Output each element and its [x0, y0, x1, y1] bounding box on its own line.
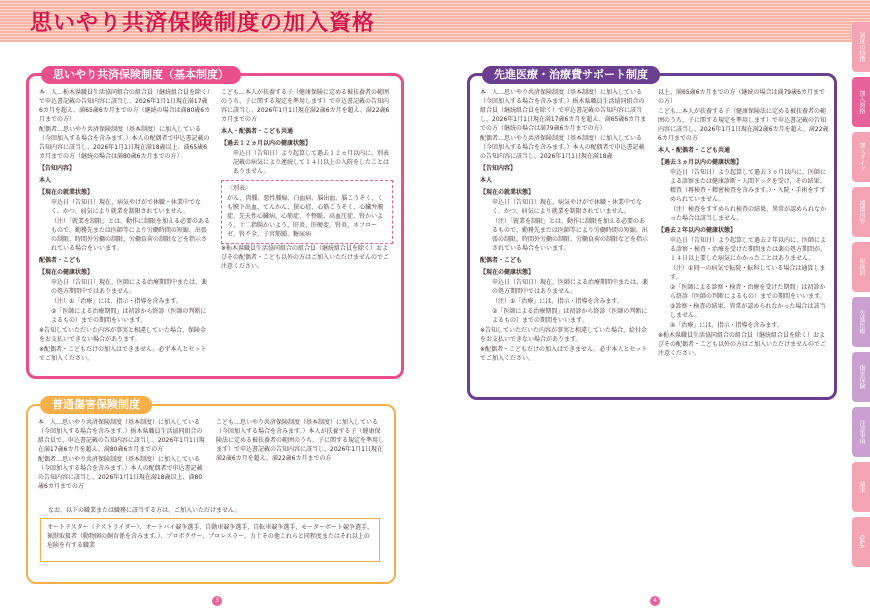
side-tab[interactable]: 制度の特徴: [852, 22, 870, 72]
basic-plan-label: 思いやり共済保険制度（基本制度）: [41, 66, 241, 84]
text-line: 【過去２年以内の健康状態】: [658, 227, 737, 234]
text-line: こども…思いやり共済保険制度（基本制度）に加入している（今回加入する場合を含みます。）本人が扶養する子（健康保険法に定める被扶養者の範囲のうち、子に関する規定を準用します）で申込書記載の告知内容に該当し、2026年1月1日現在満2歳6カ月を超え、満22歳6カ月までの方: [216, 419, 385, 462]
text-line: 本人・配偶者・こども共通: [658, 147, 731, 154]
text-line: 申込日（告知日）より起算して過去３ヵ月以内に、医師による診察または健康診断・人間ドックを受け、その結果、精査（再検査・精密検査を含みます。）・入院・手術をすすめられていません。: [670, 169, 827, 203]
accident-plan-label: 普通傷害保険制度: [40, 396, 152, 414]
text-line: 申込日（告知日）現在、病気やけがで休職・休業中でなく、かつ、病気により就業を制限されていません。: [51, 199, 202, 215]
basic-plan-left-column: [39, 88, 211, 364]
side-tab[interactable]: 保険料: [852, 242, 870, 292]
disease-table-box: [221, 180, 393, 244]
text-line: 本人: [39, 177, 52, 184]
text-line: ②「医師による治療期間」は初診から終診（医師の判断によるもの）までの期間をいいます。: [51, 308, 207, 324]
page-number-right: 4: [650, 596, 660, 606]
text-line: こども…本人が扶養する子（健康保険法に定める被扶養者の範囲のうち、子に関する規定を準用します）で申込書記載の告知内容に該当し、2026年1月1日現在満2歳6カ月を超え、満22歳6カ月までの方: [658, 108, 829, 142]
page-number-left: 3: [212, 596, 222, 606]
text-line: 【過去３ヵ月以内の健康状態】: [658, 159, 743, 166]
text-line: がん、肉腫、悪性腫瘍、白血病、脳出血、脳こうそく、くも膜下出血、てんかん、狭心症、心筋こうそく、心臓弁膜症、先天性心臓病、心筋症、不整脈、高血圧症、腎かいよう、十二指腸かいよう、肝炎、肝硬変、腎炎、ネフローゼ、腎不全、子宮筋腫、糖尿病: [227, 195, 384, 238]
advanced-medical-label: 先進医療・治療費サポート制度: [482, 66, 660, 84]
excluded-occupations-box: オートテスター（テストライダー）、オートバイ競争選手、自動車競争選手、自転車競争選手、モーターボート競争選手、猟獣取扱者（動物園の飼育係を含みます。）、プロボクサー、プロレスラー、力士その他これらと同程度またはそれ以上の危険を有する職業: [40, 518, 380, 562]
accident-plan-panel: [26, 398, 396, 584]
advanced-medical-panel: [467, 68, 837, 400]
text-line: ※栃木県職員生活協同組合の組合員（継続組合員を除く）およびその配偶者・こども以外の方はご加入いただけませんのでご注意ください。: [221, 245, 390, 270]
text-line: こども…本人が扶養する子（健康保険に定める被扶養者の範囲のうち、子に関する規定を準用します）で申込書記載の告知内容に該当し、2026年1月1日現在満2歳6カ月を超え、満22歳6カ月までの方: [221, 89, 390, 123]
text-line: ※栃木県職員生活協同組合の組合員（継続組合員を除く）およびその配偶者・こども以外の方はご加入いただけませんのでご注意ください。: [658, 332, 827, 357]
side-tab[interactable]: 傷害保険: [852, 352, 870, 402]
text-line: （注）①「治療」には、指示・指導を含みます。: [492, 298, 623, 305]
accident-plan-left-column: [38, 418, 206, 492]
text-line: （注）検査をすすめられ検査の結果、異常が認められなかった場合は該当しません。: [670, 206, 827, 222]
text-line: 申込日（告知日）現在、医師による治療期間中または、薬の処方期間中ではありません。: [492, 279, 649, 295]
text-line: ※告知していただいた内容が事実と相違していた場合、給付金をお支払いできない場合があります。: [480, 327, 648, 343]
text-line: （注）「就業を制限」とは、動作に制限を加える必要のあるもので、勤務先または医師等により労働時間の短縮、出張の制限、時間外労働の制限、労働負荷の制限などを指示されている場合をいいます。: [492, 218, 649, 252]
side-tab[interactable]: 先進医療: [852, 297, 870, 347]
text-line: 申込日（告知日）より起算して過去１２ヵ月以内に、別表記載の病気により連続して１４日以上の入院をしたことはありません。: [233, 150, 390, 175]
text-line: 本 人…栃木県職員生活協同組合の組合員（継続組合員を除く）で申込書記載の告知内容に該当し、2026年1月1日現在満17歳6カ月を超え、満65歳6カ月までの方（継続の場合は満80歳6カ月までの方）: [39, 89, 211, 123]
text-line: ③診察・検査の結果、異常が認められなかった場合は該当しません。: [670, 303, 826, 319]
text-line: 配偶者・こども: [39, 257, 82, 264]
accident-plan-right-column: [216, 418, 386, 464]
text-line: ※配偶者・こどもだけの加入はできません。必ず本人とセットでご加入ください。: [480, 346, 648, 362]
text-line: 配偶者…思いやり共済保険制度（基本制度）に加入している（今回加入する場合を含みます。）本人の配偶者で申込書記載の告知内容に該当し、2026年1月1日現在満18歳: [480, 135, 645, 160]
text-line: （注）「就業を制限」とは、動作に制限を加える必要のあるもので、勤務先または医師等により労働時間の短縮、出張の制限、時間外労働の制限、労働負荷の制限などを指示されている場合をいいます。: [51, 218, 211, 252]
text-line: ※告知していただいた内容が事実と相違していた場合、保険金をお支払いできない場合があります。: [39, 327, 207, 343]
text-line: 申込日（告知日）より起算して過去２年以内に、医師による診察・検査・治療を受けた期間または薬の処方期間が、１４日以上要した病気にかかったことはありません。: [670, 237, 827, 262]
text-line: ④「治療」には、指示・指導を含みます。: [670, 322, 783, 329]
text-line: 本 人…思いやり共済保険制度（基本制度）に加入している（今回加入する場合を含みます。）栃木県職員生活協同組合の組合員（継続組合員を除く）で申込書記載の告知内容に該当し、2026年1月1日現在満17歳6カ月を超え、満65歳6カ月までの方（継続の場合は満79歳6カ月までの方）: [480, 89, 647, 132]
page-title: 思いやり共済保険制度の加入資格: [30, 11, 376, 36]
accident-plan-footnote: なお、以下の職業または職務に該当する方は、ご加入いただけません。: [48, 507, 241, 514]
advanced-medical-right-column: [658, 88, 830, 359]
text-line: 申込日（告知日）現在、病気やけがで休職・休業中でなく、かつ、病気により就業を制限されていません。: [492, 199, 643, 215]
side-tab[interactable]: Q&A: [852, 517, 870, 567]
text-line: 本人: [480, 177, 493, 184]
text-line: 〈別表〉: [227, 185, 252, 192]
text-line: ②「医師による治療期間」は初診から終診（医師の判断によるもの）までの期間をいいます。: [492, 308, 648, 324]
text-line: 【現在の健康状態】: [39, 269, 94, 276]
text-line: ②「医師による診察・検査・治療を受けた期間」は初診から終診（医師の判断によるもの）までの期間をいいます。: [670, 284, 826, 300]
text-line: 【現在の就業状態】: [480, 189, 535, 196]
basic-plan-right-column: [221, 88, 393, 272]
side-tab[interactable]: 加入資格: [852, 77, 870, 127]
side-tab[interactable]: 補償内容: [852, 187, 870, 237]
text-line: 配偶者…思いやり共済保険制度（基本制度）に加入している（今回加入する場合を含みます。）本人の配偶者で申込書記載の告知内容に該当し、2026年1月1日現在満18歳以上、満65歳6カ月までの方（継続の場合は満80歳6カ月までの方）: [39, 126, 210, 160]
text-line: 申込日（告知日）現在、医師による治療期間中または、薬の処方期間中ではありません。: [51, 279, 208, 295]
text-line: 本人・配偶者・こども共通: [221, 128, 294, 135]
text-line: 本 人…思いやり共済保険制度（基本制度）に加入している（今回加入する場合を含みます。）栃木県職員生活協同組合の組合員で、申込書記載の告知内容に該当し、2026年1月1日現在満17歳6カ月を超え、満80歳6カ月までの方: [38, 419, 205, 453]
text-line: （注）①同一の病気で転院・転科している場合は通算します。: [670, 265, 826, 281]
text-line: 配偶者…思いやり共済保険制度（基本制度）に加入している（今回加入する場合を含みます。）本人の配偶者で申込書記載の告知内容に該当し、2026年1月1日現在満18歳以上、満80歳6カ月までの方: [38, 456, 203, 490]
text-line: 配偶者・こども: [480, 257, 523, 264]
text-line: 以上、満65歳6カ月までの方（継続の場合は満79歳6カ月までの方）: [658, 89, 825, 105]
text-line: 【現在の健康状態】: [480, 269, 535, 276]
side-tab[interactable]: 加入タイプ: [852, 132, 870, 182]
advanced-medical-left-column: [480, 88, 650, 364]
text-line: 【告知内容】: [39, 165, 76, 172]
side-tab[interactable]: 請求: [852, 462, 870, 512]
text-line: 【現在の就業状態】: [39, 189, 94, 196]
side-tabs: [852, 0, 870, 608]
side-tab[interactable]: 注意事項: [852, 407, 870, 457]
text-line: 【過去１２ヵ月以内の健康状態】: [221, 140, 312, 147]
text-line: 【告知内容】: [480, 165, 517, 172]
text-line: （注）①「治療」には、指示・指導を含みます。: [51, 298, 182, 305]
text-line: ※配偶者・こどもだけの加入はできません。必ず本人とセットでご加入ください。: [39, 346, 207, 362]
basic-plan-panel: [26, 68, 404, 379]
